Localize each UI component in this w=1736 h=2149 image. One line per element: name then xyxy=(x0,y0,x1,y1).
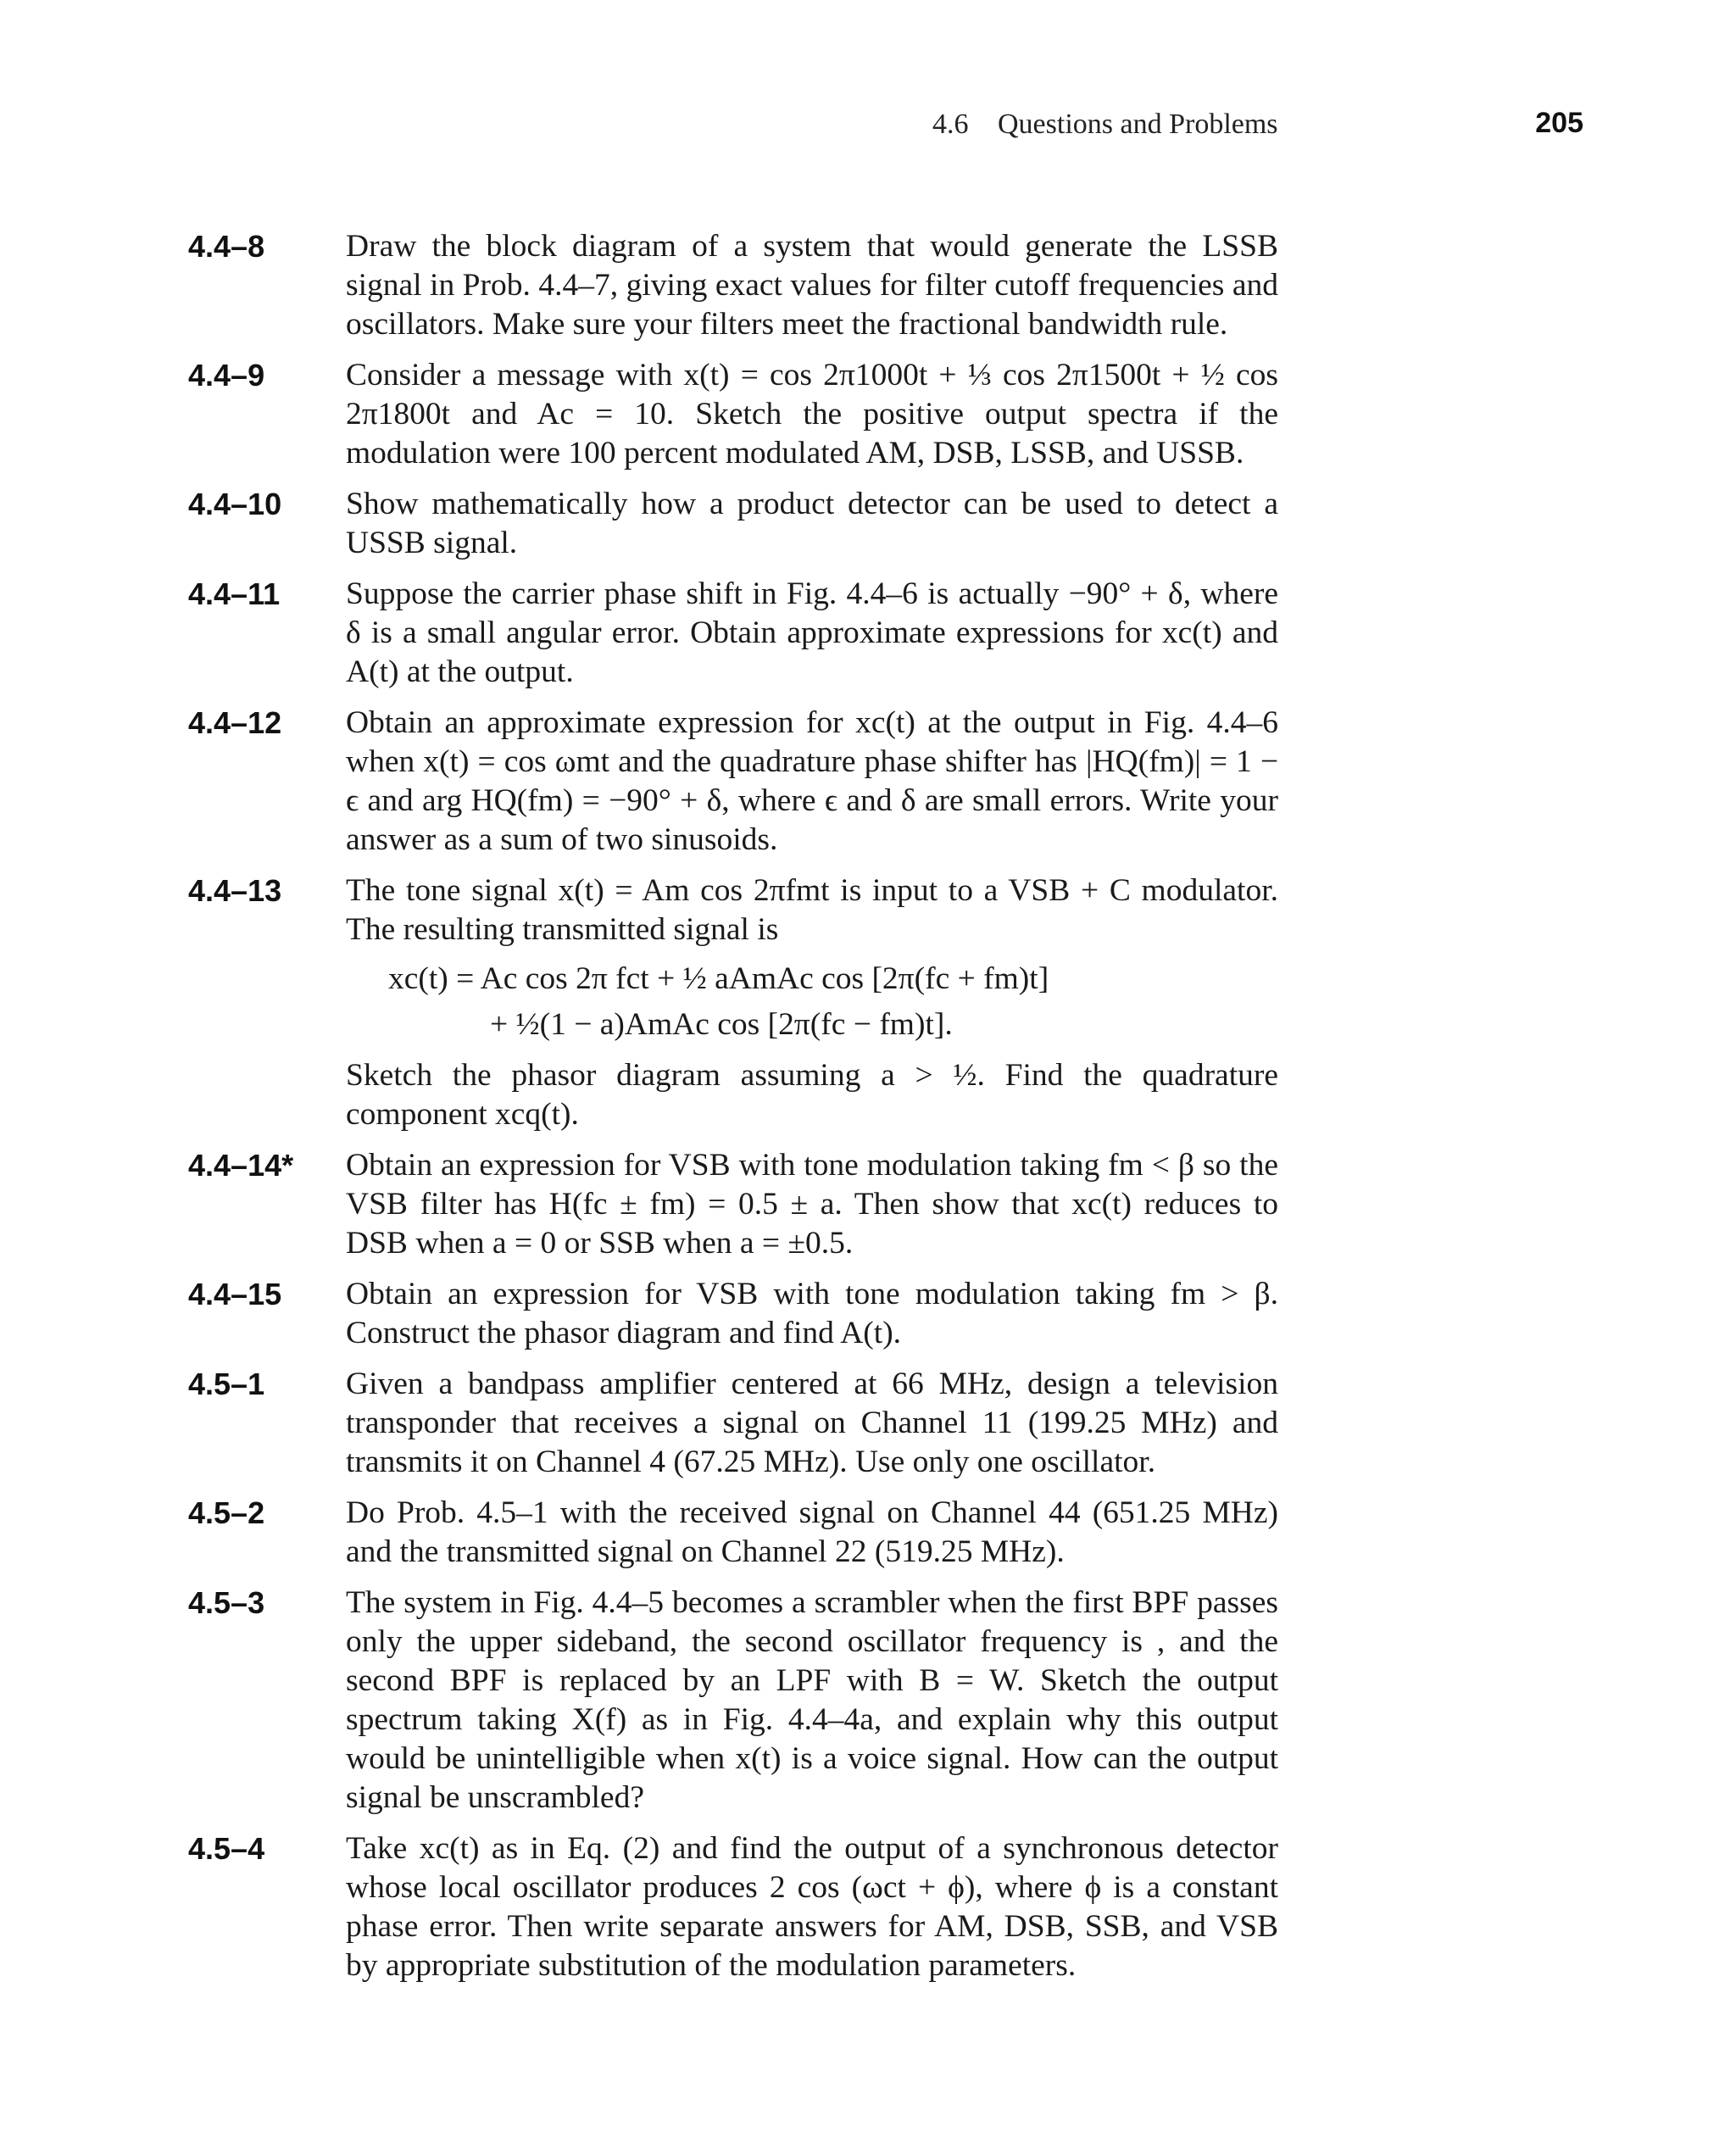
problem-number: 4.5–3 xyxy=(188,1585,265,1620)
problem-item xyxy=(188,1146,1282,1263)
problem-number: 4.4–12 xyxy=(188,705,282,740)
equation-line-2: + ½(1 − a)AmAc cos [2π(fc − fm)t]. xyxy=(490,1007,953,1042)
equation-line-1: xc(t) = Ac cos 2π fct + ½ aAmAc cos [2π(fc + fm)t] xyxy=(388,961,1049,996)
problem-text: Obtain an expression for VSB with tone modulation taking fm < β so the VSB filter has H(fc ± fm) = 0.5 ± a. Then show that xc(t) reduces to DSB when a = 0 or SSB when a = ±0.5. xyxy=(346,1148,1278,1261)
running-head xyxy=(932,109,1278,141)
problem-item xyxy=(188,1494,1282,1572)
section-title: Questions and Problems xyxy=(998,109,1278,140)
problem-number: 4.4–13 xyxy=(188,873,282,908)
problem-item xyxy=(188,227,1282,344)
problem-item xyxy=(188,575,1282,692)
problem-text: Draw the block diagram of a system that would generate the LSSB signal in Prob. 4.4–7, giving exact values for filter cutoff frequencies and oscillators. Make sure your filters meet the fractional bandwidth rule. xyxy=(346,229,1278,342)
problem-text: Take xc(t) as in Eq. (2) and find the output of a synchronous detector whose local oscillator produces 2 cos (ωct + ϕ), where ϕ is a constant phase error. Then write separate answers for AM, DSB, SSB, and VSB by appropriate substitution of the modulation parameters. xyxy=(346,1831,1278,1983)
problem-item xyxy=(188,704,1282,860)
problem-text: Show mathematically how a product detector can be used to detect a USSB signal. xyxy=(346,487,1278,560)
problem-number: 4.5–2 xyxy=(188,1495,265,1530)
problem-text: Given a bandpass amplifier centered at 66 MHz, design a television transponder that receives a signal on Channel 11 (199.25 MHz) and transmits it on Channel 4 (67.25 MHz). Use only one oscillator. xyxy=(346,1367,1278,1479)
problem-item xyxy=(188,1829,1282,1985)
problem-text: Suppose the carrier phase shift in Fig. 4.4–6 is actually −90° + δ, where δ is a small angular error. Obtain approximate expressions for xc(t) and A(t) at the output. xyxy=(346,576,1278,689)
problem-number: 4.4–8 xyxy=(188,229,265,264)
page-number: 205 xyxy=(1535,107,1583,139)
problem-text: The system in Fig. 4.4–5 becomes a scrambler when the first BPF passes only the upper sideband, the second oscillator frequency is , and the second BPF is replaced by an LPF with B = W. Sketch the output spectrum taking X(f) as in Fig. 4.4–4a, and explain why this output would be unintelligible when x(t) is a voice signal. How can the output signal be unscrambled? xyxy=(346,1585,1278,1815)
problem-number: 4.4–15 xyxy=(188,1277,282,1311)
problem-number: 4.5–4 xyxy=(188,1831,265,1866)
display-equation xyxy=(388,956,1278,1048)
problem-text: Obtain an expression for VSB with tone modulation taking fm > β. Construct the phasor diagram and find A(t). xyxy=(346,1277,1278,1350)
problem-number: 4.4–9 xyxy=(188,358,265,392)
problem-item xyxy=(188,356,1282,473)
problem-item xyxy=(188,1365,1282,1482)
section-number: 4.6 xyxy=(932,109,969,140)
problem-item xyxy=(188,485,1282,563)
problem-item xyxy=(188,1584,1282,1818)
problem-item xyxy=(188,871,1282,1134)
problem-item xyxy=(188,1275,1282,1353)
problem-number: 4.5–1 xyxy=(188,1367,265,1401)
problem-number: 4.4–10 xyxy=(188,487,282,521)
problem-number: 4.4–14* xyxy=(188,1148,294,1183)
problem-list xyxy=(188,227,1282,1997)
problem-text: Do Prob. 4.5–1 with the received signal on Channel 44 (651.25 MHz) and the transmitted signal on Channel 22 (519.25 MHz). xyxy=(346,1495,1278,1569)
problem-text-continued: Sketch the phasor diagram assuming a > ½. Find the quadrature component xcq(t). xyxy=(346,1058,1278,1132)
problem-text: Consider a message with x(t) = cos 2π1000t + ⅓ cos 2π1500t + ½ cos 2π1800t and Ac = 10. Sketch the positive output spectra if the modulation were 100 percent modulated AM, DSB, LSSB, and USSB. xyxy=(346,358,1278,470)
problem-number: 4.4–11 xyxy=(188,576,281,611)
problem-text: Obtain an approximate expression for xc(t) at the output in Fig. 4.4–6 when x(t) = cos ωmt and the quadrature phase shifter has |HQ(fm)| = 1 − ϵ and arg HQ(fm) = −90° + δ, where ϵ and δ are small errors. Write your answer as a sum of two sinusoids. xyxy=(346,705,1278,857)
problem-text: The tone signal x(t) = Am cos 2πfmt is input to a VSB + C modulator. The resulting transmitted signal is xyxy=(346,873,1278,947)
